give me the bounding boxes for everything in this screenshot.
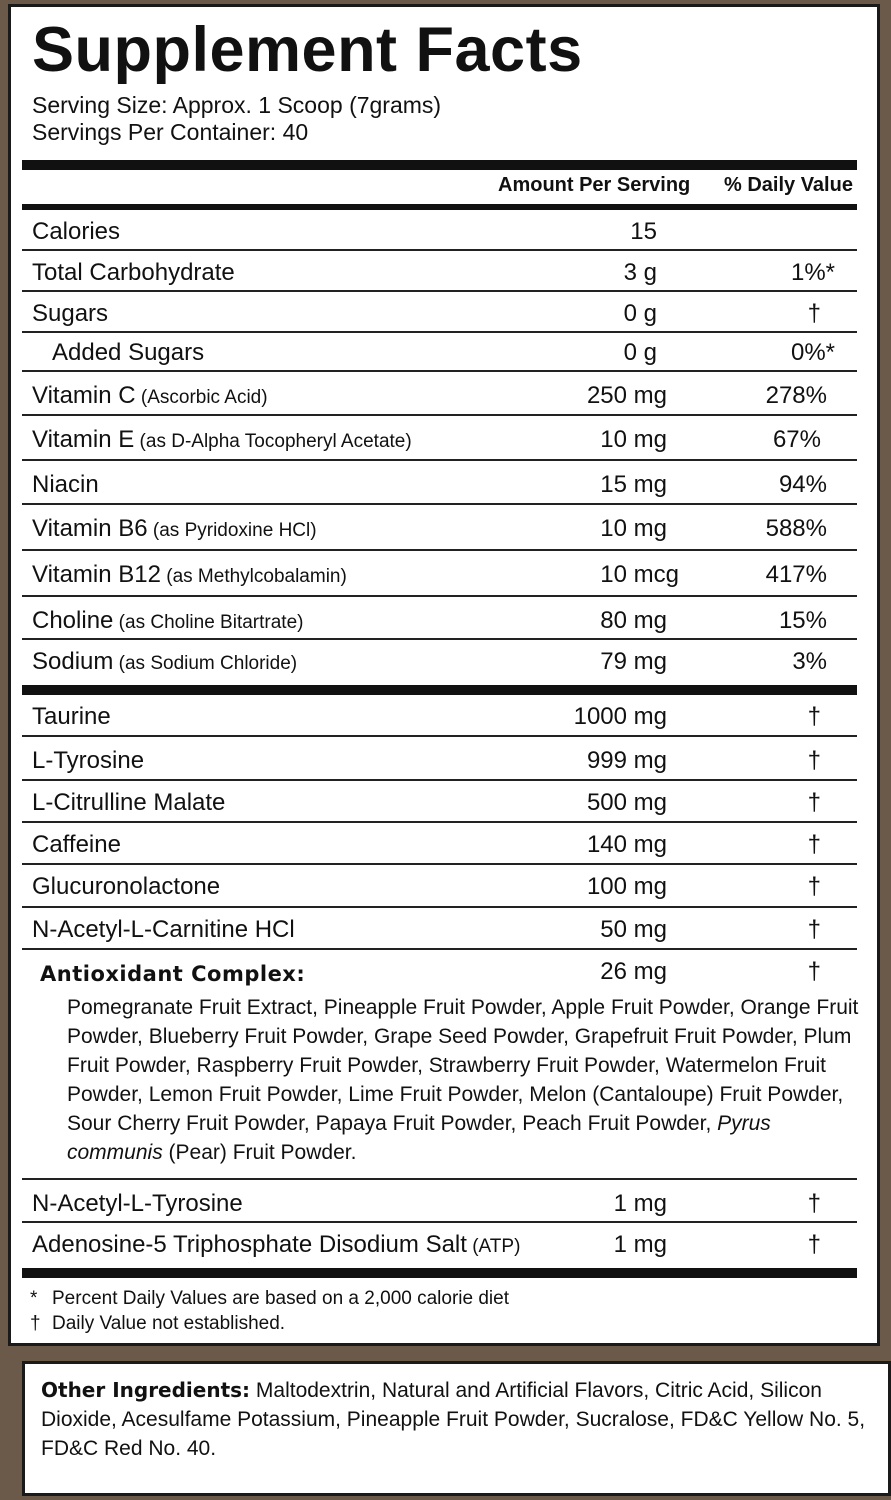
nutrient-amount: 0 g (623, 300, 657, 327)
nutrient-amount: 80 mg (600, 607, 667, 634)
ingredient-dv: † (807, 831, 821, 858)
nutrient-dv: 1%* (790, 259, 835, 286)
nutrient-row (22, 597, 857, 637)
ingredient-amount: 1000 mg (573, 703, 667, 730)
ingredient-dv: † (807, 789, 821, 816)
other-ingredients-text: Maltodextrin, Natural and Artificial Flavors, Citric Acid, Silicon Dioxide, Acesulfame Potassium, Pineapple Fruit Powder, Sucralose, FD&C Yellow No. 5, FD&C Red No. 40. (41, 1379, 866, 1460)
ingredient-name: Glucuronolactone (32, 873, 221, 900)
nutrient-dv: 588% (765, 515, 827, 542)
divider-thick (22, 685, 857, 695)
nutrient-row (22, 333, 857, 369)
nutrient-row (22, 416, 857, 456)
nutrient-dv: 94% (778, 471, 827, 498)
ingredient-amount: 50 mg (600, 916, 667, 943)
nutrient-name: Vitamin E (as D-Alpha Tocopheryl Acetate) (32, 426, 412, 453)
nutrient-amount: 0 g (623, 339, 657, 366)
other-ingredients (41, 1376, 871, 1463)
nutrient-amount: 10 mg (600, 426, 667, 453)
nutrient-row (22, 461, 857, 501)
antioxidant-amount: 26 mg (600, 958, 667, 985)
nutrient-row (22, 292, 857, 330)
nutrient-name: Sugars (32, 300, 109, 327)
ingredient-row (22, 823, 857, 861)
ingredient-row (22, 737, 857, 777)
nutrient-dv: 15% (778, 607, 827, 634)
nutrient-row (22, 551, 857, 591)
ingredient-dv: † (807, 916, 821, 943)
nutrient-name: Vitamin B6 (as Pyridoxine HCl) (32, 515, 317, 542)
footnote-text: Daily Value not established. (52, 1313, 286, 1334)
nutrient-amount: 3 g (623, 259, 657, 286)
nutrient-amount: 10 mg (600, 515, 667, 542)
nutrient-amount: 250 mg (586, 382, 667, 409)
ingredient-name: L-Tyrosine (32, 747, 145, 774)
footnote-symbol: * (30, 1288, 38, 1309)
ingredient-name: N-Acetyl-L-Tyrosine (32, 1190, 243, 1217)
nutrient-name: Niacin (32, 471, 99, 498)
nutrient-row (22, 210, 857, 248)
nutrient-name: Vitamin B12 (as Methylcobalamin) (32, 561, 347, 588)
other-ingredients-panel (22, 1361, 891, 1496)
ingredient-name: Caffeine (32, 831, 121, 858)
footnote-text: Percent Daily Values are based on a 2,000 calorie diet (52, 1288, 509, 1309)
nutrient-name: Sodium (as Sodium Chloride) (32, 648, 298, 675)
nutrient-name: Total Carbohydrate (32, 259, 235, 286)
servings-per-container: Servings Per Container: 40 (32, 119, 309, 145)
nutrient-amount: 15 (630, 218, 657, 245)
footnote-symbol: † (30, 1313, 41, 1334)
divider-thick (22, 160, 857, 170)
nutrient-name: Calories (32, 218, 121, 245)
ingredient-amount: 999 mg (586, 747, 667, 774)
serving-size: Serving Size: Approx. 1 Scoop (7grams) (32, 92, 442, 118)
ingredient-row (22, 781, 857, 819)
ingredient-dv: † (807, 747, 821, 774)
ingredient-amount: 500 mg (586, 789, 667, 816)
footnote (30, 1288, 509, 1310)
antioxidant-name: Antioxidant Complex: (40, 962, 306, 986)
nutrient-amount: 10 mcg (600, 561, 679, 588)
ingredient-dv: † (807, 1231, 821, 1258)
ingredient-name: N-Acetyl-L-Carnitine HCl (32, 916, 295, 943)
nutrient-row (22, 372, 857, 412)
nutrient-dv: 0%* (790, 339, 835, 366)
ingredient-amount: 1 mg (613, 1190, 667, 1217)
nutrient-row (22, 505, 857, 545)
panel-title: Supplement Facts (32, 15, 583, 85)
ingredient-row (22, 865, 857, 903)
nutrient-amount: 15 mg (600, 471, 667, 498)
ingredient-name: Adenosine-5 Triphosphate Disodium Salt (ATP) (32, 1231, 521, 1258)
ingredient-row (22, 695, 857, 733)
antioxidant-row (22, 950, 857, 988)
serving-info (32, 92, 441, 146)
ingredient-name: Taurine (32, 703, 111, 730)
nutrient-row (22, 640, 857, 678)
ingredient-amount: 140 mg (586, 831, 667, 858)
nutrient-dv: 278% (765, 382, 827, 409)
ingredient-row (22, 1180, 857, 1220)
ingredient-amount: 100 mg (586, 873, 667, 900)
nutrient-dv: † (807, 300, 821, 327)
ingredient-row (22, 908, 857, 946)
ingredient-dv: † (807, 1190, 821, 1217)
nutrient-name: Choline (as Choline Bitartrate) (32, 607, 304, 634)
footnote (30, 1313, 285, 1335)
divider-thick (22, 1268, 857, 1278)
other-ingredients-label: Other Ingredients: (41, 1378, 251, 1402)
ingredient-dv: † (807, 873, 821, 900)
nutrient-amount: 79 mg (600, 648, 667, 675)
antioxidant-dv: † (807, 958, 821, 985)
nutrient-dv: 67% (772, 426, 821, 453)
amount-per-serving-header: Amount Per Serving (498, 174, 691, 196)
nutrient-dv: 417% (765, 561, 827, 588)
daily-value-header: % Daily Value (724, 174, 853, 196)
ingredient-name: L-Citrulline Malate (32, 789, 226, 816)
ingredient-dv: † (807, 703, 821, 730)
nutrient-name: Added Sugars (52, 339, 205, 366)
nutrient-row (22, 251, 857, 289)
ingredient-row (22, 1223, 857, 1261)
nutrient-name: Vitamin C (Ascorbic Acid) (32, 382, 268, 409)
antioxidant-ingredients: Pomegranate Fruit Extract, Pineapple Fruit Powder, Apple Fruit Powder, Orange Fruit Powder, Blueberry Fruit Powder, Grape Seed Powder, Grapefruit Fruit Powder, Plum Fruit Powder, Raspberry Fruit Powder, Strawberry Fruit Powder, Watermelon Fruit Powder, Lemon Fruit Powder, Lime Fruit Powder, Melon (Cantaloupe) Fruit Powder, Sour Cherry Fruit Powder, Papaya Fruit Powder, Peach Fruit Powder, Pyrus communis (Pear) Fruit Powder. (67, 996, 859, 1164)
ingredient-amount: 1 mg (613, 1231, 667, 1258)
nutrient-dv: 3% (792, 648, 827, 675)
